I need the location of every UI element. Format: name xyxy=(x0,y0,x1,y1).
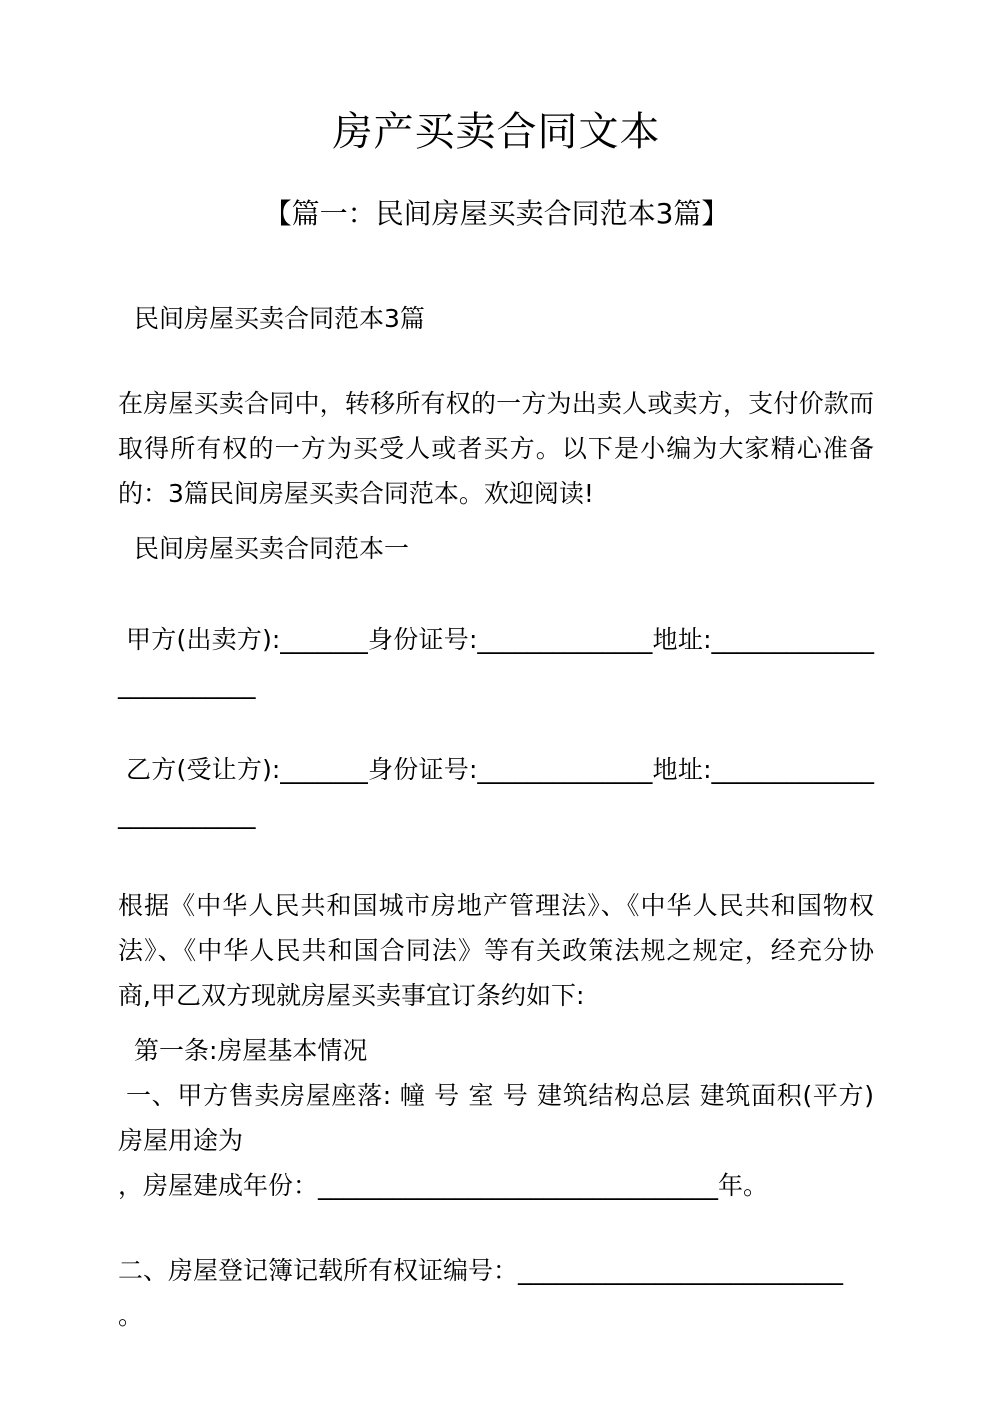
spacer xyxy=(118,1018,874,1028)
clause-1-title: 第一条:房屋基本情况 xyxy=(134,1036,368,1065)
clause-1-item-1: 一、甲方售卖房屋座落: 幢 号 室 号 建筑结构总层 建筑面积(平方)房屋用途为 xyxy=(118,1081,874,1155)
section-heading-2: 民间房屋买卖合同范本一 xyxy=(134,534,410,563)
spacer xyxy=(118,707,874,747)
clause-1-item-2-continuation: 。 xyxy=(118,1301,144,1330)
page-title: 房产买卖合同文本 xyxy=(332,109,661,155)
clause-1-item-1-continuation: ，房屋建成年份：________________________________年。 xyxy=(118,1171,769,1200)
party-b-field-line: 乙方(受让方):_______身份证号:______________地址:________________________ xyxy=(118,755,874,829)
section-heading-1: 民间房屋买卖合同范本3篇 xyxy=(134,304,425,333)
clause-1-item-2: 二、房屋登记簿记载所有权证编号：__________________________ xyxy=(118,1256,844,1285)
spacer xyxy=(118,571,874,617)
party-a-field-line: 甲方(出卖方):_______身份证号:______________地址:________________________ xyxy=(118,625,874,699)
legal-basis-paragraph: 根据《中华人民共和国城市房地产管理法》、《中华人民共和国物权法》、《中华人民共和国合同法》等有关政策法规之规定，经充分协商,甲乙双方现就房屋买卖事宜订条约如下: xyxy=(118,891,874,1010)
spacer xyxy=(118,1208,874,1248)
spacer xyxy=(118,837,874,883)
spacer xyxy=(118,516,874,526)
spacer xyxy=(118,341,874,381)
document-subtitle: 【篇一：民间房屋买卖合同范本3篇】 xyxy=(263,197,730,230)
document-body xyxy=(118,296,874,1338)
intro-paragraph: 在房屋买卖合同中，转移所有权的一方为出卖人或卖方，支付价款而取得所有权的一方为买受人或者买方。以下是小编为大家精心准备的：3篇民间房屋买卖合同范本。欢迎阅读! xyxy=(118,389,874,508)
